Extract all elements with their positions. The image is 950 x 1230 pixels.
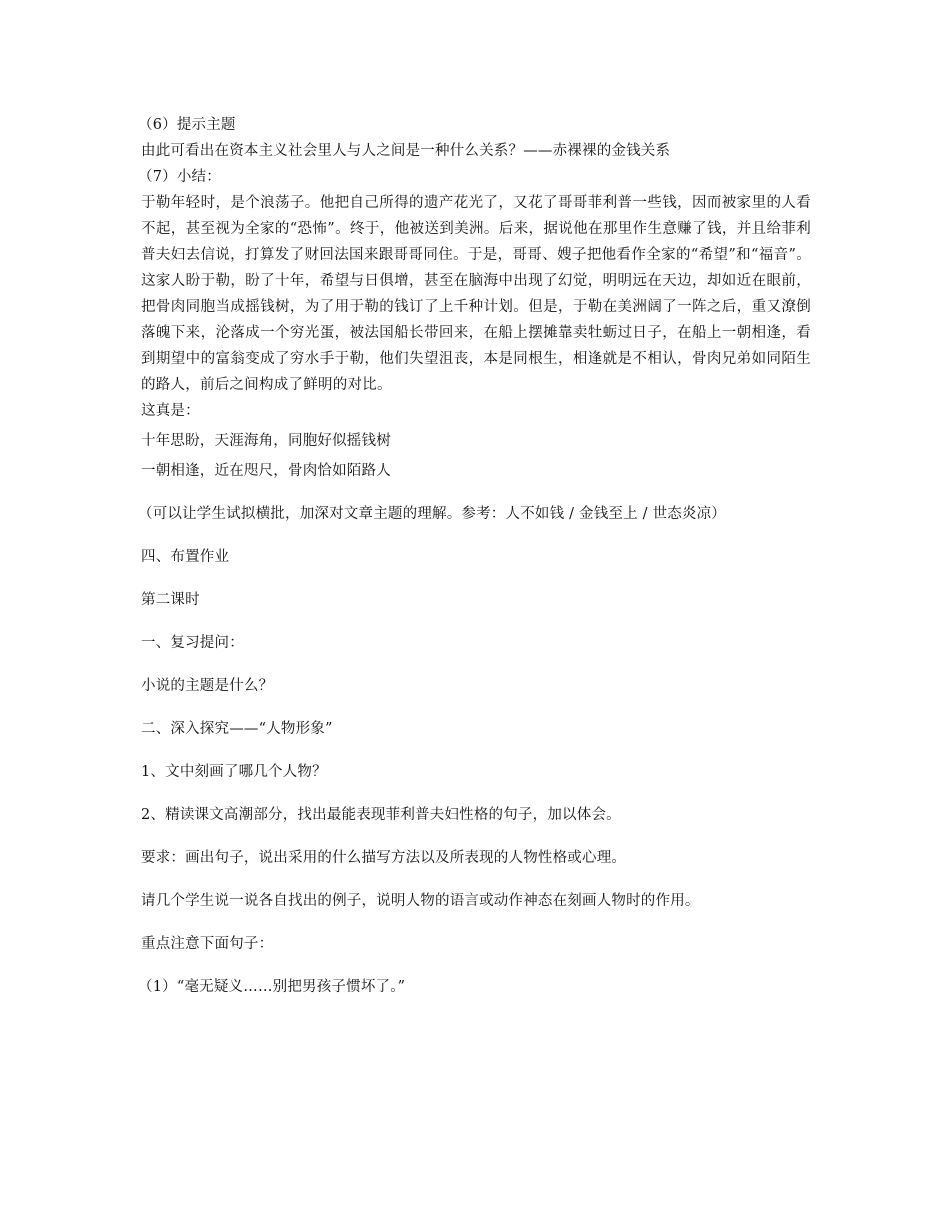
key-sentences-heading: 重点注意下面句子： [141,936,274,952]
task-2: 2、精读课文高潮部分，找出最能表现菲利普夫妇性格的句子，加以体会。 [141,807,621,823]
document-body [138,112,811,1000]
key-sentence-1: （1）“毫无疑义……别把男孩子惯坏了。” [138,979,406,995]
review-question: 小说的主题是什么？ [141,678,274,694]
student-activity: 请几个学生说一说各自找出的例子，说明人物的语言或动作神态在刻画人物时的作用。 [141,893,700,909]
summary-paragraph: 于勒年轻时，是个浪荡子。他把自己所得的遗产花光了，又花了哥哥菲利普一些钱，因而被家里的人看不起，甚至视为全家的“恐怖”。终于，他被送到美洲。后来，据说他在那里作生意赚了钱，并且给菲利普夫妇去信说，打算发了财回法国来跟哥哥同住。于是，哥哥、嫂子把他看作全家的“希望”和“福音”。这家人盼于勒，盼了十年，希望与日俱增，甚至在脑海中出现了幻觉，明明远在天边，却如近在眼前，把骨肉同胞当成摇钱树，为了用于勒的钱订了上千种计划。但是，于勒在美洲阔了一阵之后，重又潦倒落魄下来，沦落成一个穷光蛋，被法国船长带回来，在船上摆摊靠卖牡蛎过日子，在船上一朝相逢，看到期望中的富翁变成了穷水手于勒，他们失望沮丧，本是同根生，相逢就是不相认，骨肉兄弟如同陌生的路人，前后之间构成了鲜明的对比。 [141,195,811,393]
couplet-line-2: 一朝相逢，近在咫尺，骨肉恰如陌路人 [141,463,391,479]
couplet-intro: 这真是： [141,403,200,419]
theme-statement: 由此可看出在资本主义社会里人与人之间是一种什么关系？——赤裸裸的金钱关系 [141,143,671,159]
section-heading-summary: （7）小结： [138,169,221,185]
task-1: 1、文中刻画了哪几个人物？ [141,764,327,780]
lesson-two-heading: 第二课时 [141,592,200,608]
section-heading-characters: 二、深入探究——“人物形象” [141,721,333,737]
section-heading-review: 一、复习提问： [141,635,244,651]
couplet-note: （可以让学生试拟横批，加深对文章主题的理解。参考：人不如钱 / 金钱至上 / 世态炎凉） [138,506,727,522]
section-heading-theme: （6）提示主题 [138,117,236,133]
couplet-line-1: 十年思盼，天涯海角，同胞好似摇钱树 [141,433,391,449]
section-heading-homework: 四、布置作业 [141,549,230,565]
requirement: 要求：画出句子，说出采用的什么描写方法以及所表现的人物性格或心理。 [141,850,627,866]
